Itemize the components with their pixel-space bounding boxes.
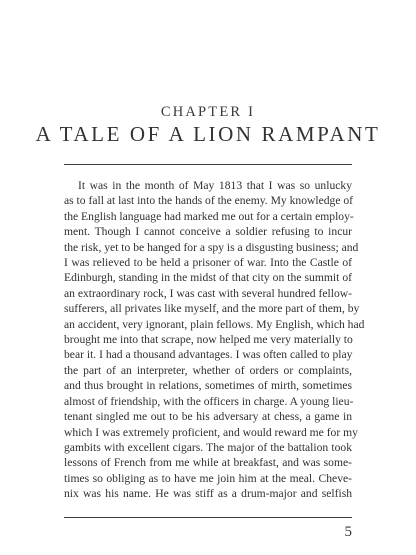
text-line: the part of an interpreter, whether of orders or complaints, bbox=[64, 363, 352, 377]
body-paragraph bbox=[64, 178, 365, 502]
text-line: Edinburgh, standing in the midst of that city on the summit of bbox=[64, 271, 352, 285]
text-line: lessons of French from me while at breakfast, and was some- bbox=[64, 456, 352, 470]
text-line: which I was extremely proficient, and would reward me for my bbox=[64, 425, 358, 439]
text-line: I was relieved to be held a prisoner of war. Into the Castle of bbox=[64, 256, 352, 270]
text-line: bear it. I had a thousand advantages. I was often called to play bbox=[64, 348, 353, 362]
text-line: nix was his name. He was stiff as a drum-major and selfish bbox=[64, 487, 352, 501]
text-line: It was in the month of May 1813 that I was so unlucky bbox=[78, 179, 352, 192]
bottom-divider bbox=[64, 517, 352, 518]
chapter-label: CHAPTER I bbox=[160, 104, 256, 120]
top-divider bbox=[64, 164, 352, 165]
text-line: gambits with excellent cigars. The major of the battalion took bbox=[64, 440, 352, 454]
text-line: an extraordinary rock, I was cast with several hundred fellow- bbox=[64, 286, 352, 300]
text-line: ment. Though I cannot conceive a soldier refusing to incur bbox=[64, 225, 352, 239]
text-line: brought me into that scrape, now helped me very materially to bbox=[64, 333, 353, 347]
chapter-title: A TALE OF A LION RAMPANT bbox=[35, 122, 381, 146]
text-line: times so obliging as to have me join him at the meal. Cheve- bbox=[64, 471, 352, 485]
text-line: tenant singled me out to be his adversary at chess, a game in bbox=[64, 410, 352, 424]
text-line: an accident, very ignorant, plain fellows. My English, which had bbox=[64, 317, 365, 331]
text-line: almost of friendship, with the officers in charge. A young lieu- bbox=[64, 394, 354, 408]
text-line: as to fall at last into the hands of the enemy. My knowledge of bbox=[64, 194, 354, 208]
text-line: the risk, yet to be hanged for a spy is a disgusting business; and bbox=[64, 240, 359, 254]
text-line: the English language had marked me out for a certain employ- bbox=[64, 209, 354, 223]
page-number: 5 bbox=[344, 524, 352, 540]
text-line: and thus brought in relations, sometimes of mirth, sometimes bbox=[64, 379, 352, 393]
text-line: sufferers, all privates like myself, and the more part of them, by bbox=[64, 302, 360, 316]
